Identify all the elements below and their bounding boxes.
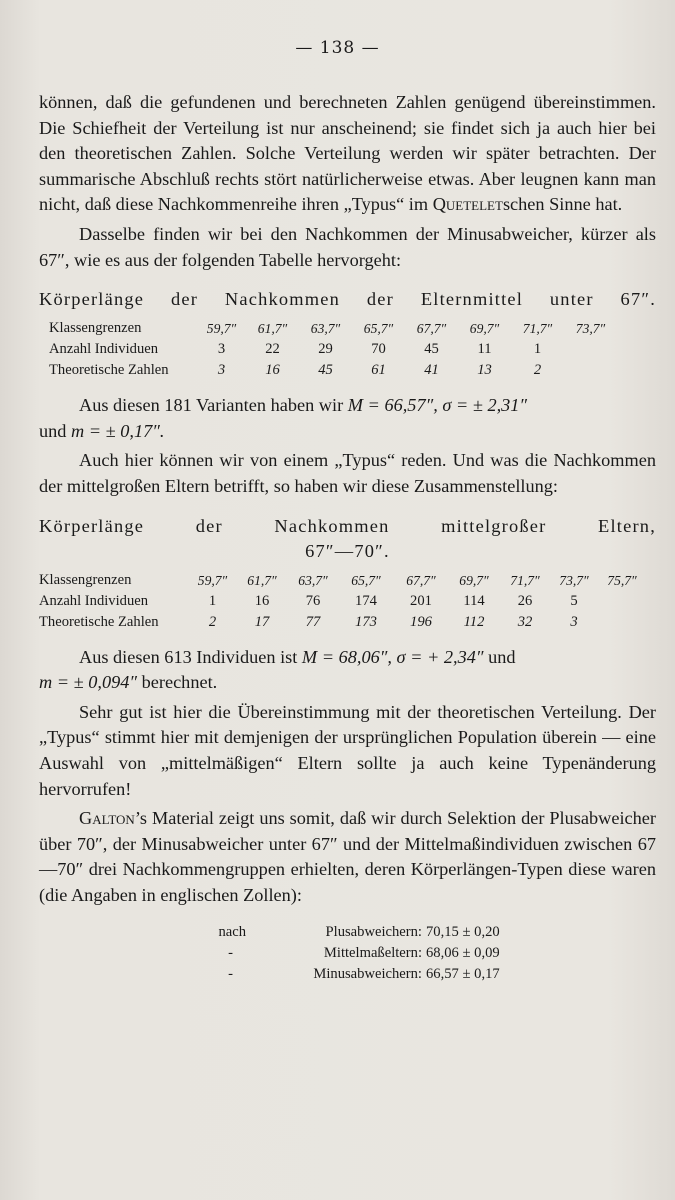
- cell: [598, 612, 646, 633]
- cell: 59,7″: [206, 321, 237, 337]
- cell: 1: [533, 341, 542, 358]
- cell: 16: [254, 592, 270, 609]
- cell: 75,7″: [607, 572, 637, 588]
- cell: 2: [533, 362, 542, 379]
- table-1-caption: Körperlänge der Nachkommen der Elternmittel unter 67″.: [39, 289, 656, 310]
- summary-label: Mittelmaßeltern:: [323, 945, 422, 962]
- paragraph-2: Dasselbe finden wir bei den Nachkommen der Minusabweicher, kürzer als 67″, wie es aus der folgenden Tabelle hervorgeht:: [39, 223, 656, 270]
- cell: 71,7″: [522, 321, 553, 337]
- cell: 71,7″: [510, 572, 540, 588]
- row-label: Klassengrenzen: [49, 320, 142, 337]
- paragraph-3-text: Aus diesen 181 Varianten haben wir: [79, 395, 344, 416]
- cell: 16: [265, 362, 280, 379]
- table-1-classes-row: [49, 318, 617, 339]
- table-1-theory-row: [49, 360, 617, 381]
- paragraph-1: [39, 90, 656, 218]
- cell: 32: [517, 613, 533, 630]
- paragraph-5-text: Aus diesen 613 Individuen ist: [79, 646, 298, 667]
- paragraph-5: [39, 645, 656, 696]
- formula-m-sigma: M = 66,57″, σ = ± 2,31″: [347, 395, 528, 416]
- formula-m-sigma-2: M = 68,06″, σ = + 2,34″: [301, 646, 484, 667]
- row-label: Klassengrenzen: [39, 571, 132, 588]
- paragraph-1-end: schen Sinne hat.: [502, 194, 623, 215]
- table-2-caption-line-1: Körperlänge der Nachkommen mittelgroßer Eltern,: [39, 515, 656, 536]
- cell: 65,7″: [363, 321, 394, 337]
- page-body: [39, 90, 656, 985]
- summary-list: [201, 922, 656, 985]
- cell: 45: [318, 362, 333, 379]
- table-1: [49, 318, 617, 381]
- paragraph-4: Auch hier können wir von einem „Typus“ reden. Und was die Nachkommen der mittelgroßen Eltern betrifft, so haben wir diese Zusammenstellung:: [39, 450, 656, 496]
- cell: 5: [570, 592, 578, 609]
- paragraph-3-and: und: [39, 420, 67, 441]
- cell: 63,7″: [298, 572, 328, 588]
- cell: 41: [424, 362, 439, 379]
- summary-value: 70,15 ± 0,20: [426, 924, 500, 941]
- cell: 65,7″: [351, 572, 381, 588]
- summary-label: Minusabweichern:: [313, 966, 422, 983]
- table-2-classes-row: [39, 570, 646, 591]
- table-2-count-row: [39, 591, 646, 612]
- formula-m-error-2: m = ± 0,094″: [39, 672, 138, 693]
- summary-prefix: -: [228, 966, 233, 983]
- cell: [564, 339, 617, 360]
- paragraph-6: Sehr gut ist hier die Übereinstimmung mit der theoretischen Verteilung. Der „Typus“ stimmt hier mit demjenigen der ursprünglichen Population überein — eine Auswahl von „mittelmäßigen“ Eltern sollte ja auch keine Typenänderung hervorrufen!: [39, 701, 656, 799]
- cell: 112: [463, 613, 485, 630]
- cell: 3: [217, 362, 226, 379]
- cell: 2: [208, 613, 217, 630]
- author-name-quetelet: Quetelet: [432, 194, 503, 215]
- paragraph-7: [39, 806, 656, 908]
- cell: [564, 360, 617, 381]
- row-label: Theoretische Zahlen: [39, 613, 159, 630]
- cell: 173: [355, 613, 377, 630]
- cell: 63,7″: [310, 321, 341, 337]
- summary-value: 66,57 ± 0,17: [426, 966, 500, 983]
- cell: 174: [355, 592, 377, 609]
- cell: 3: [217, 341, 226, 358]
- cell: 196: [410, 613, 432, 630]
- paragraph-1-text: können, daß die gefundenen und berechneten Zahlen genügend übereinstimmen. Die Schiefheit der Verteilung ist nur anscheinend; sie findet sich ja auch hier bei den theoretischen Zahlen. Solche Verteilung werden wir später betrachten. Der summarische Abschluß rechts stört natürlicherweise etwas. Aber leugnen kann man nicht, daß diese Nachkommenreihe ihren „Typus“ im: [39, 92, 656, 215]
- summary-prefix: nach: [218, 924, 246, 941]
- summary-value: 68,06 ± 0,09: [426, 945, 500, 962]
- cell: 3: [570, 613, 578, 630]
- cell: 73,7″: [575, 321, 606, 337]
- cell: 114: [463, 592, 485, 609]
- summary-row: [201, 964, 656, 985]
- cell: 61: [371, 362, 386, 379]
- summary-row: [201, 943, 656, 964]
- cell: 201: [410, 592, 432, 609]
- author-name-galton: Galton: [79, 808, 135, 829]
- table-2-caption-line-2: 67″—70″.: [305, 540, 390, 561]
- row-label: Theoretische Zahlen: [49, 362, 169, 379]
- paragraph-3: [39, 393, 656, 444]
- table-1-count-row: [49, 339, 617, 360]
- cell: 67,7″: [406, 572, 436, 588]
- cell: 45: [424, 341, 439, 358]
- cell: 67,7″: [416, 321, 447, 337]
- paragraph-5-and: und: [488, 646, 516, 667]
- cell: 17: [254, 613, 270, 630]
- paragraph-7-text: ’s Material zeigt uns somit, daß wir durch Selektion der Plusabweicher über 70″, der Minusabweicher unter 67″ und der Mittelmaßindividuen zwischen 67—70″ drei Nachkommengruppen erhielten, deren Körperlängen-Typen diese waren (die Angaben in englischen Zollen):: [39, 808, 656, 905]
- table-2: [39, 570, 646, 633]
- summary-label: Plusabweichern:: [325, 924, 422, 941]
- cell: 11: [477, 341, 492, 358]
- cell: 61,7″: [257, 321, 288, 337]
- summary-prefix: -: [228, 945, 233, 962]
- row-label: Anzahl Individuen: [49, 341, 159, 358]
- cell: 69,7″: [459, 572, 489, 588]
- cell: 70: [371, 341, 386, 358]
- row-label: Anzahl Individuen: [39, 592, 149, 609]
- cell: 77: [305, 613, 321, 630]
- cell: 69,7″: [469, 321, 500, 337]
- cell: 22: [265, 341, 280, 358]
- page-number: — 138 —: [295, 38, 380, 58]
- formula-m-error: m = ± 0,17″.: [71, 420, 165, 441]
- cell: 13: [477, 362, 492, 379]
- cell: 26: [517, 592, 533, 609]
- paragraph-5-end: berechnet.: [141, 672, 218, 693]
- table-2-theory-row: [39, 612, 646, 633]
- cell: 73,7″: [559, 572, 589, 588]
- cell: 59,7″: [197, 572, 228, 588]
- cell: 1: [208, 592, 217, 609]
- summary-row: [201, 922, 656, 943]
- cell: 61,7″: [247, 572, 277, 588]
- cell: 29: [318, 341, 333, 358]
- cell: 76: [305, 592, 321, 609]
- cell: [598, 591, 646, 612]
